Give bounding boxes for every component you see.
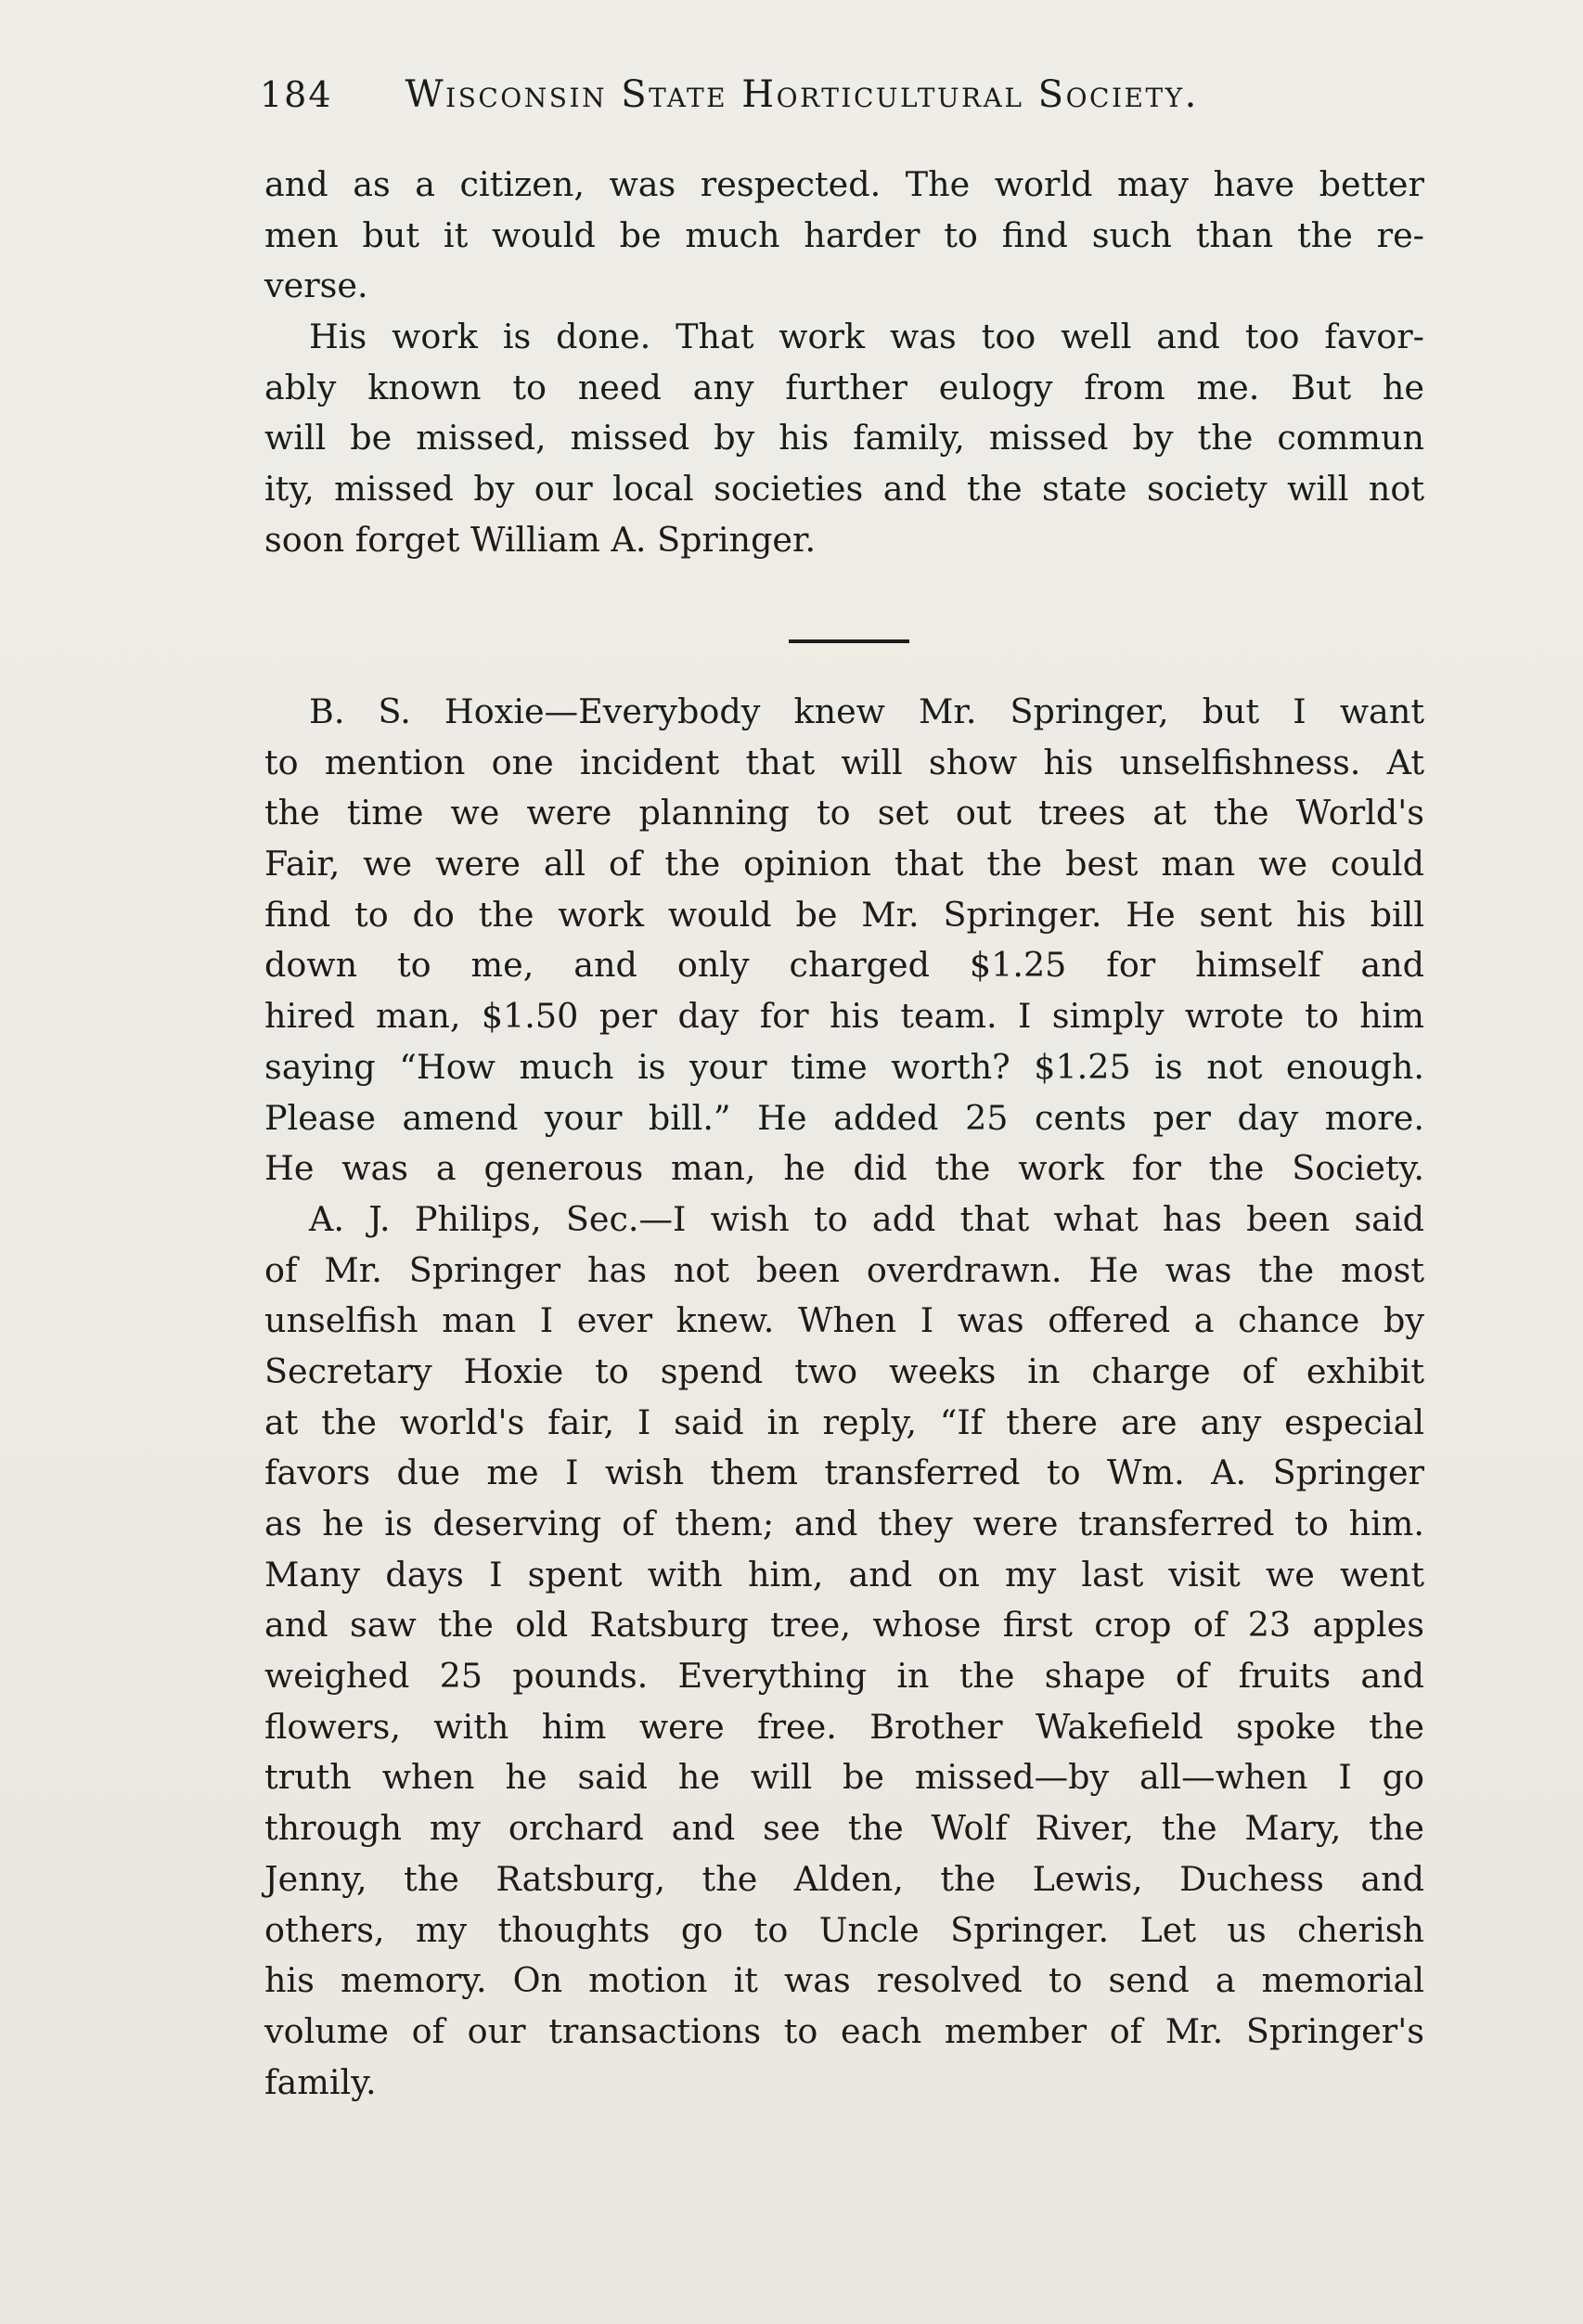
text-line: ity, missed by our local societies and the state society will not	[264, 469, 1424, 510]
running-head	[260, 67, 1327, 123]
paragraph	[264, 160, 1424, 312]
text-line: unselfish man I ever knew. When I was offered a chance by	[264, 1300, 1424, 1341]
text-line: B. S. Hoxie—Everybody knew Mr. Springer, but I want	[309, 691, 1424, 731]
text-line: family.	[264, 2061, 377, 2102]
page-number: 184	[260, 74, 333, 115]
text-block-bottom	[264, 687, 1424, 2108]
text-line: He was a generous man, he did the work for the Society.	[264, 1148, 1424, 1189]
text-line: and saw the old Ratsburg tree, whose first crop of 23 apples	[264, 1605, 1424, 1646]
text-line: verse.	[264, 265, 368, 306]
text-line: Many days I spent with him, and on my last visit we went	[264, 1554, 1424, 1595]
text-line: men but it would be much harder to find such than the re-	[264, 214, 1424, 255]
text-line: and as a citizen, was respected. The world may have better	[264, 164, 1424, 204]
text-line: flowers, with him were free. Brother Wakefield spoke the	[264, 1706, 1424, 1747]
text-line: volume of our transactions to each member of Mr. Springer's	[264, 2010, 1424, 2051]
text-line: truth when he said he will be missed—by all—when I go	[264, 1757, 1424, 1798]
paragraph	[264, 312, 1424, 565]
text-line: Fair, we were all of the opinion that the best man we could	[264, 844, 1424, 884]
paragraph-hoxie	[264, 687, 1424, 1194]
text-line: his memory. On motion it was resolved to send a memorial	[264, 1960, 1424, 2001]
text-line: down to me, and only charged $1.25 for himself and	[264, 945, 1424, 986]
text-line: the time we were planning to set out trees at the World's	[264, 793, 1424, 833]
text-line: Please amend your bill.” He added 25 cents per day more.	[264, 1097, 1424, 1138]
text-line: others, my thoughts go to Uncle Springer. Let us cherish	[264, 1909, 1424, 1950]
text-line: favors due me I wish them transferred to Wm. A. Springer	[264, 1452, 1424, 1493]
paragraph-philips	[264, 1194, 1424, 2108]
text-line: as he is deserving of them; and they were transferred to him.	[264, 1504, 1424, 1543]
text-block-top	[264, 160, 1424, 566]
text-line: saying “How much is your time worth? $1.25 is not enough.	[264, 1046, 1424, 1087]
text-line: Jenny, the Ratsburg, the Alden, the Lewis, Duchess and	[264, 1858, 1424, 1899]
text-line: hired man, $1.50 per day for his team. I simply wrote to him	[264, 996, 1424, 1037]
text-line: A. J. Philips, Sec.—I wish to add that what has been said	[309, 1198, 1424, 1239]
running-title: Wisconsin State Horticultural Society.	[405, 73, 1199, 116]
text-line: Secretary Hoxie to spend two weeks in charge of exhibit	[264, 1350, 1424, 1391]
section-divider	[789, 639, 909, 643]
text-line: of Mr. Springer has not been overdrawn. He was the most	[264, 1249, 1424, 1290]
text-line: at the world's fair, I said in reply, “If there are any especial	[264, 1401, 1424, 1442]
text-line: will be missed, missed by his family, missed by the commun	[264, 418, 1424, 458]
text-line: soon forget William A. Springer.	[264, 519, 817, 560]
text-line: find to do the work would be Mr. Springer. He sent his bill	[264, 894, 1424, 935]
text-line: His work is done. That work was too well and too favor-	[309, 316, 1424, 357]
text-line: weighed 25 pounds. Everything in the shape of fruits and	[264, 1656, 1424, 1697]
text-line: to mention one incident that will show his unselfishness. At	[264, 742, 1424, 782]
text-line: through my orchard and see the Wolf River, the Mary, the	[264, 1808, 1424, 1849]
text-line: ably known to need any further eulogy from me. But he	[264, 367, 1424, 407]
